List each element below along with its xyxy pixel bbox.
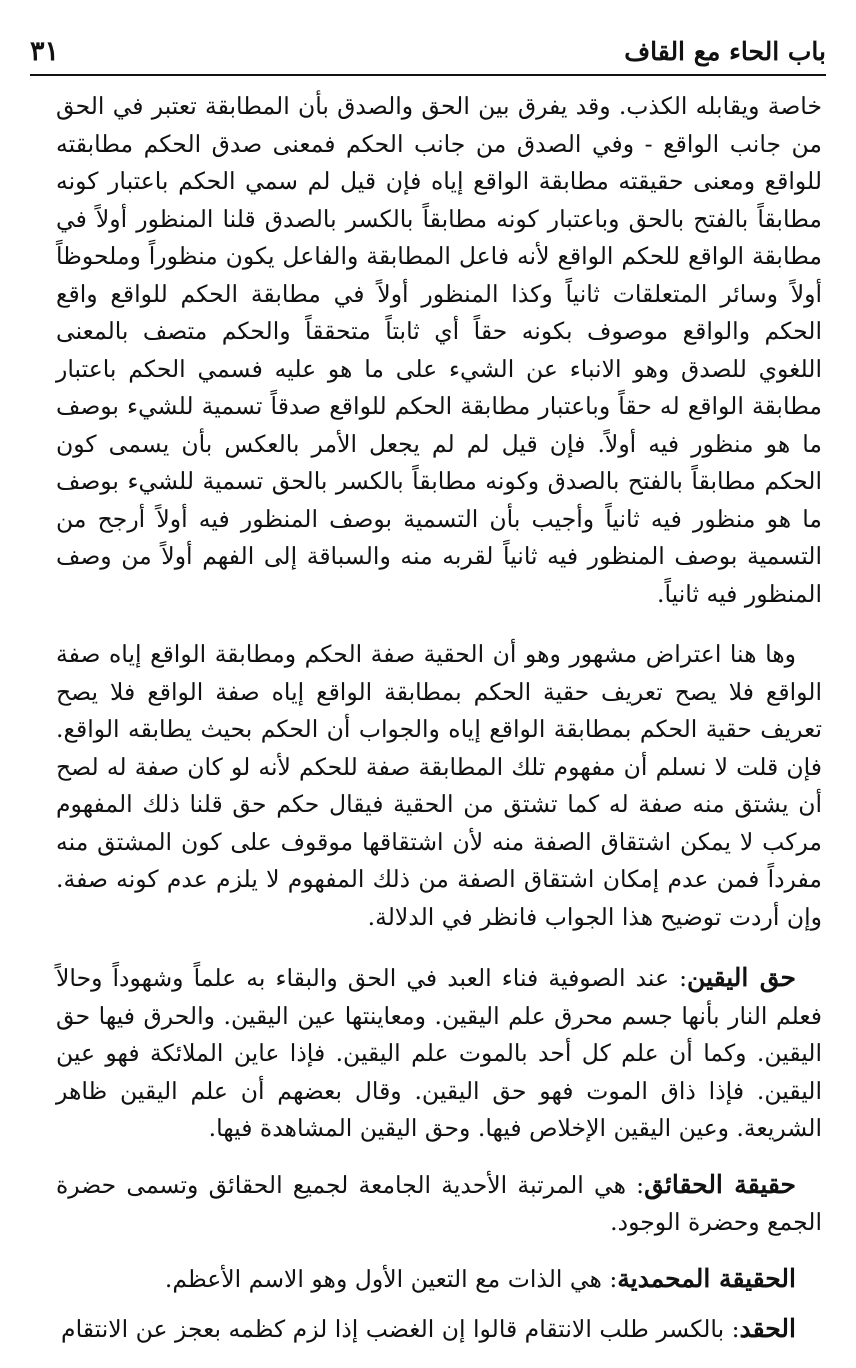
- page-header: [30, 28, 826, 76]
- entry-definition: : هي المرتبة الأحدية الجامعة لجميع الحقائق وتسمى حضرة الجمع وحضرة الوجود.: [56, 1170, 822, 1236]
- entry-term: حقيقة الحقائق: [644, 1169, 796, 1199]
- entry-al-hiqd: [56, 1310, 822, 1349]
- paragraph-truth-vs-honesty: [56, 88, 822, 613]
- entry-haqq-al-yaqin: [56, 959, 822, 1148]
- entry-term: الحقد: [739, 1314, 796, 1343]
- page-body: [56, 88, 822, 1349]
- entry-al-haqiqa-al-muhammadiyya: [56, 1260, 822, 1299]
- entry-definition: : بالكسر طلب الانتقام قالوا إن الغضب إذا لزم كظمه بعجز عن الانتقام: [61, 1315, 740, 1343]
- entry-term: حق اليقين: [687, 963, 796, 992]
- paragraph-text: خاصة ويقابله الكذب. وقد يفرق بين الحق والصدق بأن المطابقة تعتبر في الحق من جانب الواقع - وفي الصدق من جانب الحكم فمعنى صدق الحكم مطابقته للواقع ومعنى حقيقته مطابقة الواقع إياه فإن قيل لم سمي الحكم باعتبار كونه مطابقاً بالفتح بالحق وباعتبار كونه مطابقاً بالكسر بالصدق قلنا المنظور أولاً في مطابقة الواقع للحكم الواقع لأنه فاعل المطابقة والفاعل يكون منظوراً وملحوظاً أولاً وسائر المتعلقات ثانياً وكذا المنظور أولاً في مطابقة الحكم للواقع واقع الحكم والواقع موصوف بكونه حقاً أي ثابتاً متحققاً والحكم متصف بالمعنى اللغوي للصدق وهو الانباء عن الشيء على ما هو عليه فسمي الحكم باعتبار مطابقة الواقع له حقاً وباعتبار مطابقة الحكم للواقع صدقاً تسمية للشيء بوصف ما هو منظور فيه أولاً. فإن قيل لم لم يجعل الأمر بالعكس بأن يسمى كون الحكم مطابقاً بالفتح بالصدق وكونه مطابقاً بالكسر بالحق تسمية للشيء بوصف ما هو منظور فيه ثانياً وأجيب بأن التسمية بوصف المنظور فيه أولاً أرجح من التسمية بوصف المنظور فيه ثانياً لقربه منه والسباقة إلى الفهم أولاً من وصف المنظور فيه ثانياً.: [56, 92, 822, 608]
- page-number: ٣١: [30, 35, 60, 67]
- entry-term: الحقيقة المحمدية: [617, 1263, 796, 1293]
- paragraph-text: وها هنا اعتراض مشهور وهو أن الحقية صفة الحكم ومطابقة الواقع إياه صفة الواقع فلا يصح تعريف حقية الحكم بمطابقة الواقع إياه صفة الواقع فلا يصح تعريف حقية الحكم بمطابقة الواقع إياه والجواب أن الحكم بحيث يطابقه الواقع. فإن قلت لا نسلم أن مفهوم تلك المطابقة صفة للحكم لأنه لو كان صفة له لصح أن يشتق منه صفة له كما تشتق من الحقية فيقال حكم حق قلنا ذلك المفهوم مركب لا يمكن اشتقاق الصفة منه لأن اشتقاقها موقوف على كون المشتق منه مفرداً فمن عدم إمكان اشتقاق الصفة من ذلك المفهوم لا يلزم عدم كونه صفة. وإن أردت توضيح هذا الجواب فانظر في الدلالة.: [56, 640, 822, 931]
- paragraph-objection: [56, 636, 822, 936]
- entry-haqiqat-al-haqaiq: [56, 1166, 822, 1242]
- running-title: باب الحاء مع القاف: [624, 36, 826, 66]
- entry-definition: : هي الذات مع التعين الأول وهو الاسم الأعظم.: [164, 1264, 618, 1293]
- entry-definition: : عند الصوفية فناء العبد في الحق والبقاء به علماً وشهوداً وحالاً فعلم النار بأنها جسم محرق علم اليقين. ومعاينتها عين اليقين. والحرق فيها حق اليقين. وكما أن علم كل أحد بالموت علم اليقين. فإذا عاين الملائكة فهو عين اليقين. فإذا ذاق الموت فهو حق اليقين. وقال بعضهم أن علم اليقين ظاهر الشريعة. وعين اليقين الإخلاص فيها. وحق اليقين المشاهدة فيها.: [56, 964, 822, 1142]
